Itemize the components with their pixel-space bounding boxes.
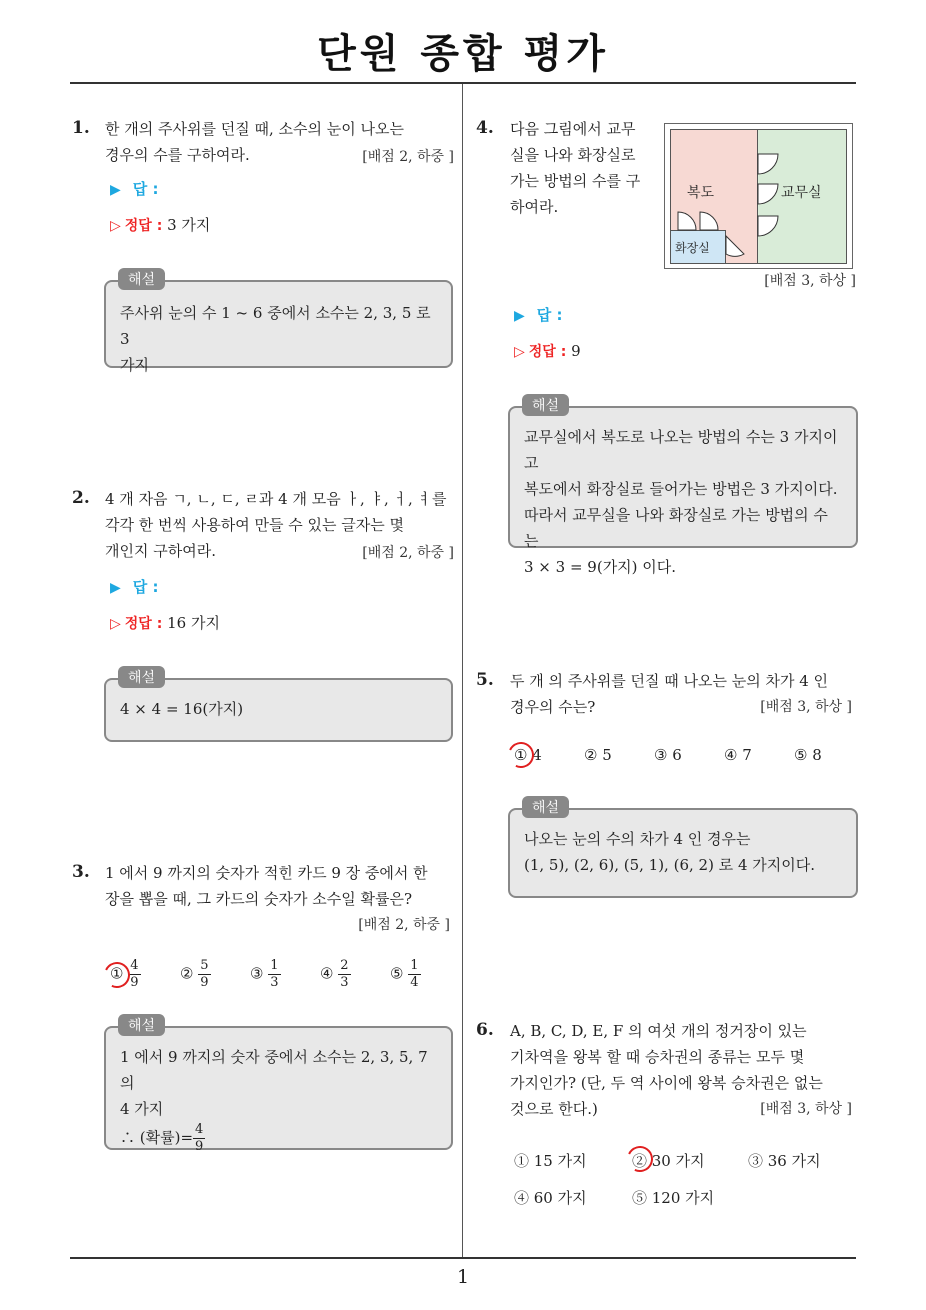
question-line: 장을 뽑을 때, 그 카드의 숫자가 소수일 확률은? — [105, 890, 413, 908]
play-triangle-icon: ▶ — [514, 308, 525, 324]
question-line: 개인지 구하여라. — [105, 542, 216, 560]
choice-2[interactable]: ② 5 — [584, 746, 612, 764]
choice-1[interactable]: ① 4 — [514, 746, 542, 764]
answer-row[interactable] — [110, 576, 159, 597]
choice-3[interactable]: ③ 36 가지 — [748, 1152, 821, 1170]
explanation-tag: 해설 — [522, 796, 569, 818]
explanation-line: 복도에서 화장실로 들어가는 방법은 3 가지이다. — [524, 480, 838, 498]
explanation-tag: 해설 — [118, 268, 165, 290]
choice-1[interactable]: ① 15 가지 — [514, 1152, 587, 1170]
correct-answer — [514, 341, 581, 361]
choice-4[interactable]: ④ 7 — [724, 746, 752, 764]
explanation-line: 1 에서 9 까지의 숫자 중에서 소수는 2, 3, 5, 7 의 — [120, 1048, 428, 1092]
outline-triangle-icon: ▷ — [514, 344, 525, 360]
question-line: 1 에서 9 까지의 숫자가 적힌 카드 9 장 중에서 한 — [105, 864, 428, 882]
fraction — [268, 958, 280, 991]
answer-label: 답 : — [536, 306, 563, 324]
question-text — [510, 116, 650, 220]
correct-value: 9 — [571, 342, 581, 360]
explanation-box — [104, 280, 453, 374]
numerator: 1 — [410, 958, 419, 973]
choice-label: ① — [110, 964, 124, 983]
denominator: 9 — [200, 975, 209, 990]
numerator: 4 — [195, 1122, 204, 1137]
correct-value: 16 가지 — [167, 614, 220, 632]
explanation-formula — [120, 1122, 437, 1155]
explanation-tag: 해설 — [118, 666, 165, 688]
question-line: 각각 한 번씩 사용하여 만들 수 있는 글자는 몇 — [105, 516, 404, 534]
fraction — [198, 958, 210, 991]
numerator: 4 — [130, 958, 139, 973]
choice-list — [514, 746, 844, 764]
question-line: 가는 방법의 수를 구 — [510, 172, 641, 190]
floor-plan-figure — [664, 123, 853, 269]
score-label: [배점 3, 하상 ] — [764, 273, 856, 289]
question-line: 한 개의 주사위를 던질 때, 소수의 눈이 나오는 — [105, 120, 404, 138]
question-line: 실을 나와 화장실로 — [510, 146, 636, 164]
question-number: 4. — [476, 118, 494, 138]
answer-row[interactable] — [110, 178, 159, 199]
explanation-line: 교무실에서 복도로 나오는 방법의 수는 3 가지이고 — [524, 428, 838, 472]
denominator: 3 — [270, 975, 279, 990]
answer-label: 답 : — [132, 578, 159, 596]
page-title: 단원 종합 평가 — [317, 31, 609, 77]
choice-5[interactable]: ⑤ 8 — [794, 746, 822, 764]
question-line: 경우의 수는? — [510, 698, 596, 716]
restroom-label: 화장실 — [675, 241, 710, 255]
explanation-line: 주사위 눈의 수 1 ~ 6 중에서 소수는 2, 3, 5 로 3 — [120, 304, 431, 348]
header-divider — [70, 82, 856, 84]
choice-5[interactable] — [390, 958, 450, 991]
explanation-line: (1, 5), (2, 6), (5, 1), (6, 2) 로 4 가지이다. — [524, 856, 815, 874]
score-label: [배점 2, 하중 ] — [362, 149, 454, 165]
question-number: 5. — [476, 670, 494, 690]
question-line: 가지인가? (단, 두 역 사이에 왕복 승차권은 없는 — [510, 1074, 823, 1092]
choice-3[interactable]: ③ 6 — [654, 746, 682, 764]
explanation-line: 4 × 4 = 16(가지) — [120, 700, 244, 718]
correct-label: 정답 : — [528, 344, 567, 360]
denominator: 4 — [410, 975, 419, 990]
question-number: 2. — [72, 488, 90, 508]
fraction — [338, 958, 350, 991]
denominator: 9 — [195, 1139, 204, 1154]
choice-list — [110, 958, 450, 991]
correct-answer — [110, 612, 220, 633]
answer-label: 답 : — [132, 180, 159, 198]
explanation-line: 따라서 교무실을 나와 화장실로 가는 방법의 수는 — [524, 506, 828, 550]
column-divider — [462, 84, 463, 1258]
hall-label: 복도 — [687, 185, 715, 201]
choice-list — [514, 1150, 844, 1210]
door-arcs-icon — [665, 124, 854, 270]
fraction — [193, 1122, 205, 1155]
correct-label: 정답 : — [124, 218, 163, 234]
footer-divider — [70, 1257, 856, 1259]
question-line: 다음 그림에서 교무 — [510, 120, 636, 138]
denominator: 9 — [130, 975, 139, 990]
page-number: 1 — [456, 1266, 470, 1288]
numerator: 5 — [200, 958, 209, 973]
choice-5[interactable]: ⑤ 120 가지 — [632, 1189, 715, 1207]
explanation-line: 가지 — [120, 356, 149, 374]
explanation-line: 나오는 눈의 수의 차가 4 인 경우는 — [524, 830, 751, 848]
question-number: 1. — [72, 118, 90, 138]
question-line: A, B, C, D, E, F 의 여섯 개의 정거장이 있는 — [510, 1022, 807, 1040]
outline-triangle-icon: ▷ — [110, 218, 121, 234]
question-line: 기차역을 왕복 할 때 승차권의 종류는 모두 몇 — [510, 1048, 805, 1066]
denominator: 3 — [340, 975, 349, 990]
choice-label: ⑤ — [390, 964, 404, 983]
outline-triangle-icon: ▷ — [110, 616, 121, 632]
score-label: [배점 2, 하중 ] — [362, 545, 454, 561]
correct-label: 정답 : — [124, 616, 163, 632]
correct-answer — [110, 214, 210, 235]
question-line: 두 개 의 주사위를 던질 때 나오는 눈의 차가 4 인 — [510, 672, 829, 690]
correct-value: 3 가지 — [167, 216, 211, 234]
explanation-tag: 해설 — [118, 1014, 165, 1036]
numerator: 2 — [340, 958, 349, 973]
score-label: [배점 2, 하중 ] — [358, 917, 450, 933]
formula-prefix: ∴ (확률)= — [120, 1128, 194, 1147]
score-label: [배점 3, 하상 ] — [760, 1101, 852, 1117]
question-number: 6. — [476, 1020, 494, 1040]
choice-4[interactable]: ④ 60 가지 — [514, 1189, 587, 1207]
choice-label: ④ — [320, 964, 334, 983]
explanation-box — [104, 1026, 453, 1154]
explanation-line: 3 × 3 = 9(가지) 이다. — [524, 558, 677, 576]
question-number: 3. — [72, 862, 90, 882]
numerator: 1 — [270, 958, 279, 973]
question-line: 경우의 수를 구하여라. — [105, 146, 250, 164]
score-label: [배점 3, 하상 ] — [760, 699, 852, 715]
explanation-box — [508, 406, 858, 576]
fraction — [408, 958, 420, 991]
choice-2[interactable] — [180, 958, 250, 991]
office-label: 교무실 — [781, 185, 822, 201]
choice-label: ③ — [250, 964, 264, 983]
explanation-box — [508, 808, 858, 898]
selected-answer-circle — [504, 738, 537, 771]
play-triangle-icon: ▶ — [110, 182, 121, 198]
question-line: 4 개 자음 ㄱ, ㄴ, ㄷ, ㄹ과 4 개 모음 ㅏ, ㅑ, ㅓ, ㅕ를 — [105, 490, 447, 508]
choice-4[interactable] — [320, 958, 390, 991]
question-line: 것으로 한다.) — [510, 1100, 598, 1118]
question-line: 하여라. — [510, 198, 559, 216]
choice-2[interactable]: ② 30 가지 — [632, 1152, 705, 1170]
choice-label: ② — [180, 964, 194, 983]
explanation-tag: 해설 — [522, 394, 569, 416]
answer-row[interactable] — [514, 304, 563, 325]
choice-3[interactable] — [250, 958, 320, 991]
play-triangle-icon: ▶ — [110, 580, 121, 596]
question-text — [105, 860, 455, 912]
explanation-line: 4 가지 — [120, 1100, 164, 1118]
